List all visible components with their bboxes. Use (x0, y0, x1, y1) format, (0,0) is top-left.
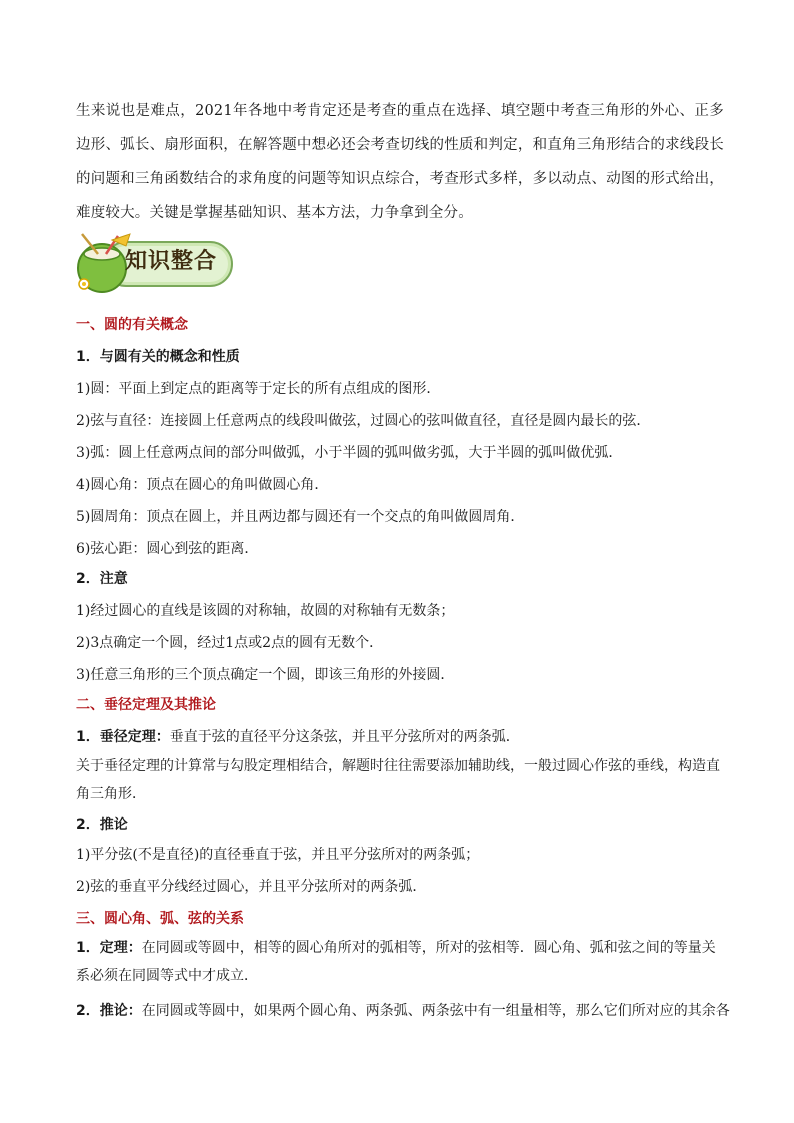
theorem-text: 在同圆或等圆中，相等的圆心角所对的弧相等，所对的弦相等．圆心角、弧和弦之间的等量关系必须在同圆等式中才成立． (76, 940, 716, 984)
theorem-text: 垂直于弦的直径平分这条弦，并且平分弦所对的两条弧． (169, 729, 520, 745)
list-item: 5)圆周角：顶点在圆上，并且两边都与圆还有一个交点的角叫做圆周角． (76, 509, 525, 525)
corollary-text: 在同圆或等圆中，如果两个圆心角、两条弧、两条弦中有一组量相等，那么它们所对应的其余各 (141, 1003, 730, 1019)
corollary-line (76, 1000, 730, 1020)
list-item: 1)圆：平面上到定点的距离等于定长的所有点组成的图形． (76, 381, 441, 397)
theorem-paragraph (76, 934, 726, 990)
section-title-3: 三、圆心角、弧、弦的关系 (76, 911, 244, 927)
list-item: 1)经过圆心的直线是该圆的对称轴，故圆的对称轴有无数条； (76, 603, 455, 619)
corollary-label: 2．推论： (76, 1003, 142, 1019)
theorem-label: 1．垂径定理： (76, 729, 170, 745)
list-item: 6)弦心距：圆心到弦的距离． (76, 541, 259, 557)
subheading-1-1: 1．与圆有关的概念和性质 (76, 349, 240, 365)
list-item: 4)圆心角：顶点在圆心的角叫做圆心角． (76, 477, 329, 493)
list-item: 2)弦的垂直平分线经过圆心，并且平分弦所对的两条弧． (76, 879, 427, 895)
badge-label: 知识整合 (124, 249, 217, 274)
intro-paragraph: 生来说也是难点，2021年各地中考肯定还是考查的重点在选择、填空题中考查三角形的外心、正多边形、弧长、扇形面积，在解答题中想必还会考查切线的性质和判定，和直角三角形结合的求线段长的问题和三角函数结合的求角度的问题等知识点综合，考查形式多样，多以动点、动图的形式给出，难度较大。关键是掌握基础知识、基本方法，力争拿到全分。 (76, 103, 724, 221)
section-title-2: 二、垂径定理及其推论 (76, 697, 216, 713)
theorem-note: 关于垂径定理的计算常与勾股定理相结合，解题时往往需要添加辅助线，一般过圆心作弦的垂线，构造直角三角形． (76, 758, 720, 802)
list-item: 2)弦与直径：连接圆上任意两点的线段叫做弦，过圆心的弦叫做直径，直径是圆内最长的弦． (76, 413, 651, 429)
knowledge-badge (68, 232, 238, 294)
list-item: 3)任意三角形的三个顶点确定一个圆，即该三角形的外接圆． (76, 667, 455, 683)
section-title-1: 一、圆的有关概念 (76, 317, 188, 333)
list-item: 3)弧：圆上任意两点间的部分叫做弧，小于半圆的弧叫做劣弧，大于半圆的弧叫做优弧． (76, 445, 623, 461)
subheading-1-2: 2．注意 (76, 571, 128, 587)
subheading-2-2: 2．推论 (76, 817, 128, 833)
theorem-line (76, 726, 520, 746)
list-item: 1)平分弦(不是直径)的直径垂直于弦，并且平分弦所对的两条弧； (76, 847, 480, 863)
theorem-label: 1．定理： (76, 940, 142, 956)
list-item: 2)3点确定一个圆，经过1点或2点的圆有无数个． (76, 635, 384, 651)
